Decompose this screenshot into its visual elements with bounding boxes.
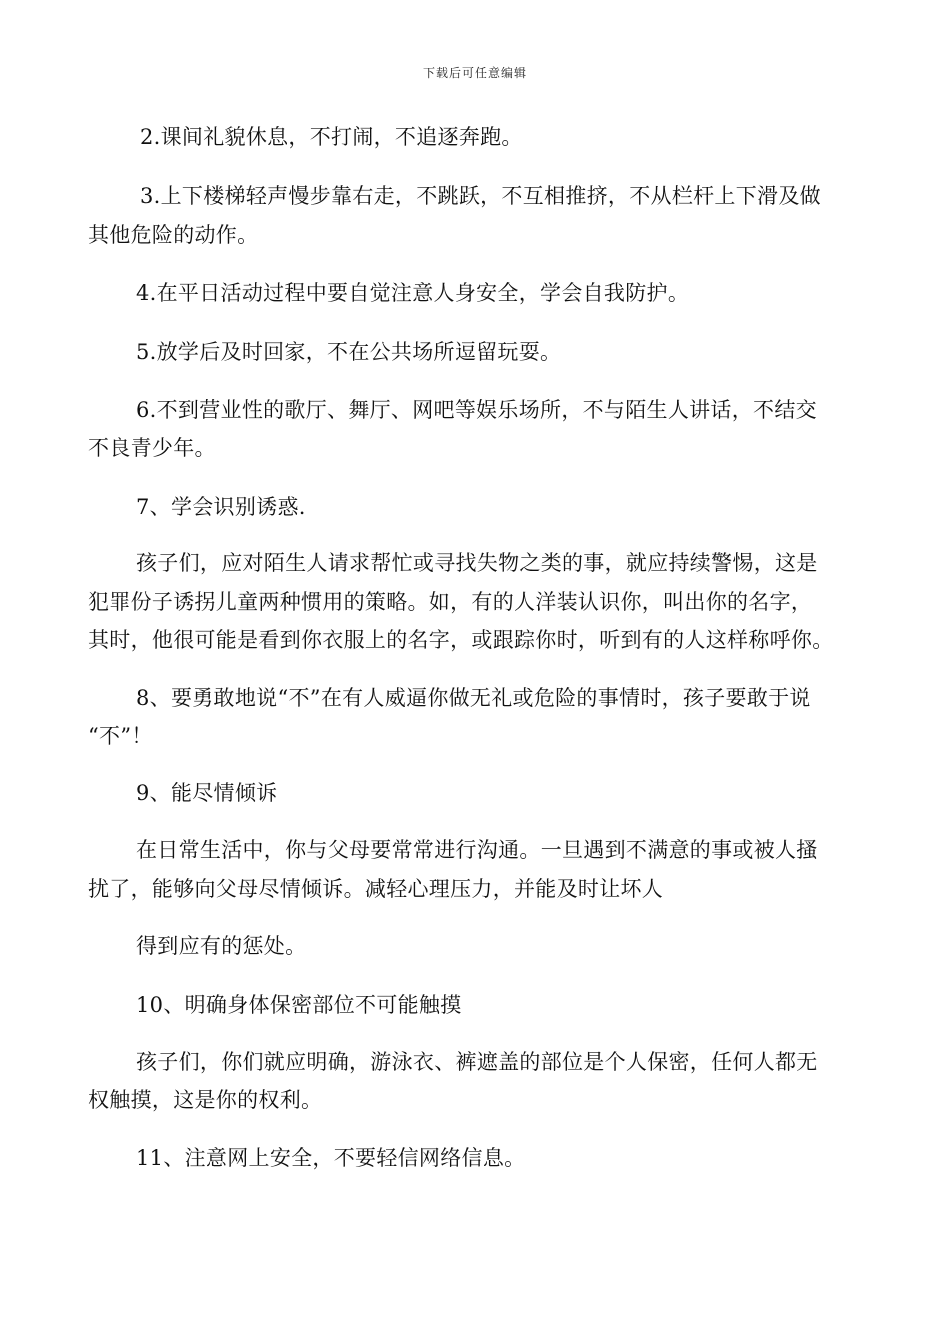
- text-line: 孩子们，你们就应明确，游泳衣、裤遮盖的部位是个人保密，任何人都无: [136, 1050, 818, 1074]
- text-line: 4.在平日活动过程中要自觉注意人身安全，学会自我防护。: [136, 281, 690, 305]
- text-line: 11、注意网上安全，不要轻信网络信息。: [136, 1146, 526, 1170]
- text-line: 得到应有的惩处。: [136, 934, 307, 958]
- text-line: 不良青少年。: [88, 436, 216, 460]
- text-line: 7、学会识别诱惑.: [136, 495, 306, 519]
- text-line: 9、能尽情倾诉: [136, 781, 278, 805]
- text-line: 6.不到营业性的歌厅、舞厅、网吧等娱乐场所，不与陌生人讲话，不结交: [136, 398, 817, 422]
- text-line: 2.课间礼貌休息，不打闹，不追逐奔跑。: [140, 125, 523, 149]
- text-line: 孩子们，应对陌生人请求帮忙或寻找失物之类的事，就应持续警惕，这是: [136, 551, 818, 575]
- text-line: 5.放学后及时回家，不在公共场所逗留玩耍。: [136, 340, 562, 364]
- text-line: 10、明确身体保密部位不可能触摸: [136, 993, 462, 1017]
- text-line: 扰了，能够向父母尽情倾诉。减轻心理压力，并能及时让坏人: [88, 877, 664, 901]
- text-line: 权触摸，这是你的权利。: [88, 1088, 323, 1112]
- text-line: 其时，他很可能是看到你衣服上的名字，或跟踪你时，听到有的人这样称呼你。: [88, 628, 834, 652]
- text-line: 8、要勇敢地说“不”在有人威逼你做无礼或危险的事情时，孩子要敢于说: [136, 686, 811, 710]
- text-line: 其他危险的动作。: [88, 223, 259, 247]
- page-header: 下载后可任意编辑: [422, 66, 527, 80]
- text-line: “不”！: [88, 724, 153, 748]
- text-line: 在日常生活中，你与父母要常常进行沟通。一旦遇到不满意的事或被人搔: [136, 838, 818, 862]
- text-line: 犯罪份子诱拐儿童两种惯用的策略。如，有的人洋装认识你，叫出你的名字，: [88, 590, 813, 614]
- text-line: 3.上下楼梯轻声慢步靠右走，不跳跃，不互相推挤，不从栏杆上下滑及做: [140, 184, 821, 208]
